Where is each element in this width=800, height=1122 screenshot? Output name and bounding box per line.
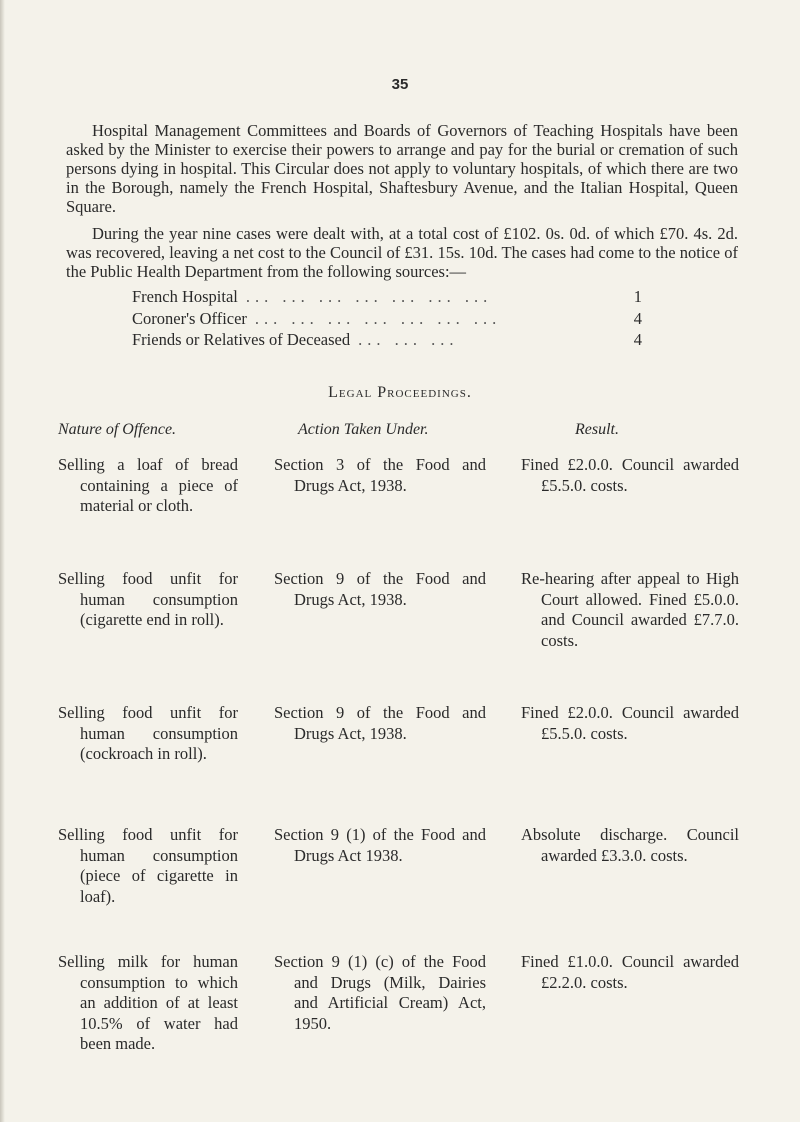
column-header-nature: Nature of Offence. [58, 421, 177, 438]
page-number: 35 [391, 76, 409, 93]
source-leader-dots: ... ... ... [358, 330, 459, 349]
sources-list [132, 287, 642, 352]
source-name: Coroner's Officer [132, 308, 247, 328]
offence-cell: Selling food unfit for human consumption (cigarette end in roll). [58, 569, 238, 629]
source-leader-dots: ... ... ... ... ... ... ... [245, 287, 493, 306]
paragraph-hospital-committees: Hospital Management Committees and Boards of Governors of Teaching Hospitals have been asked by the Minister to exercise their powers to arrange and pay for the burial or cremation of such persons dying in hospital. This Circular does not apply to voluntary hospitals, of which there are two in the Borough, namely the French Hospital, Shaftesbury Avenue, and the Italian Hospital, Queen Square. [66, 121, 738, 216]
source-row [132, 330, 642, 352]
result-cell: Fined £2.0.0. Council awarded £5.5.0. costs. [521, 703, 739, 743]
action-cell: Section 9 of the Food and Drugs Act, 1938. [274, 569, 486, 609]
source-leader-dots: ... ... ... ... ... ... ... [254, 308, 502, 328]
paragraph-cases-cost: During the year nine cases were dealt with, at a total cost of £102. 0s. 0d. of which £70. 4s. 2d. was recovered, leaving a net cost to the Council of £31. 15s. 10d. The cases had come to the notice of the Public Health Department from the following sources:— [66, 224, 738, 281]
column-header-result: Result. [575, 421, 619, 438]
action-cell: Section 9 of the Food and Drugs Act, 1938. [274, 703, 486, 743]
source-name: French Hospital [132, 287, 238, 306]
offence-cell: Selling food unfit for human consumption (piece of cigarette in loaf). [58, 825, 238, 906]
result-cell: Fined £1.0.0. Council awarded £2.2.0. costs. [521, 952, 739, 992]
offence-cell: Selling milk for human consumption to which an addition of at least 10.5% of water had been made. [58, 952, 238, 1053]
action-cell: Section 9 (1) (c) of the Food and Drugs (Milk, Dairies and Artificial Cream) Act, 1950. [274, 952, 486, 1033]
source-count: 4 [633, 308, 642, 328]
source-row [132, 287, 642, 309]
action-cell: Section 3 of the Food and Drugs Act, 1938. [274, 455, 486, 495]
offence-cell: Selling food unfit for human consumption (cockroach in roll). [58, 703, 238, 763]
page-edge-shadow [0, 0, 5, 1122]
section-title-legal-proceedings: Legal Proceedings. [328, 384, 472, 401]
result-cell: Fined £2.0.0. Council awarded £5.5.0. costs. [521, 455, 739, 495]
column-header-action: Action Taken Under. [298, 421, 429, 438]
offence-cell: Selling a loaf of bread containing a piece of material or cloth. [58, 455, 238, 515]
action-cell: Section 9 (1) of the Food and Drugs Act 1938. [274, 825, 486, 865]
result-cell: Absolute discharge. Council awarded £3.3.0. costs. [521, 825, 739, 865]
source-name: Friends or Relatives of Deceased [132, 330, 351, 349]
source-count: 4 [633, 330, 642, 349]
source-row [132, 309, 642, 331]
source-count: 1 [633, 287, 642, 306]
result-cell: Re-hearing after appeal to High Court allowed. Fined £5.0.0. and Council awarded £7.7.0. costs. [521, 569, 739, 650]
